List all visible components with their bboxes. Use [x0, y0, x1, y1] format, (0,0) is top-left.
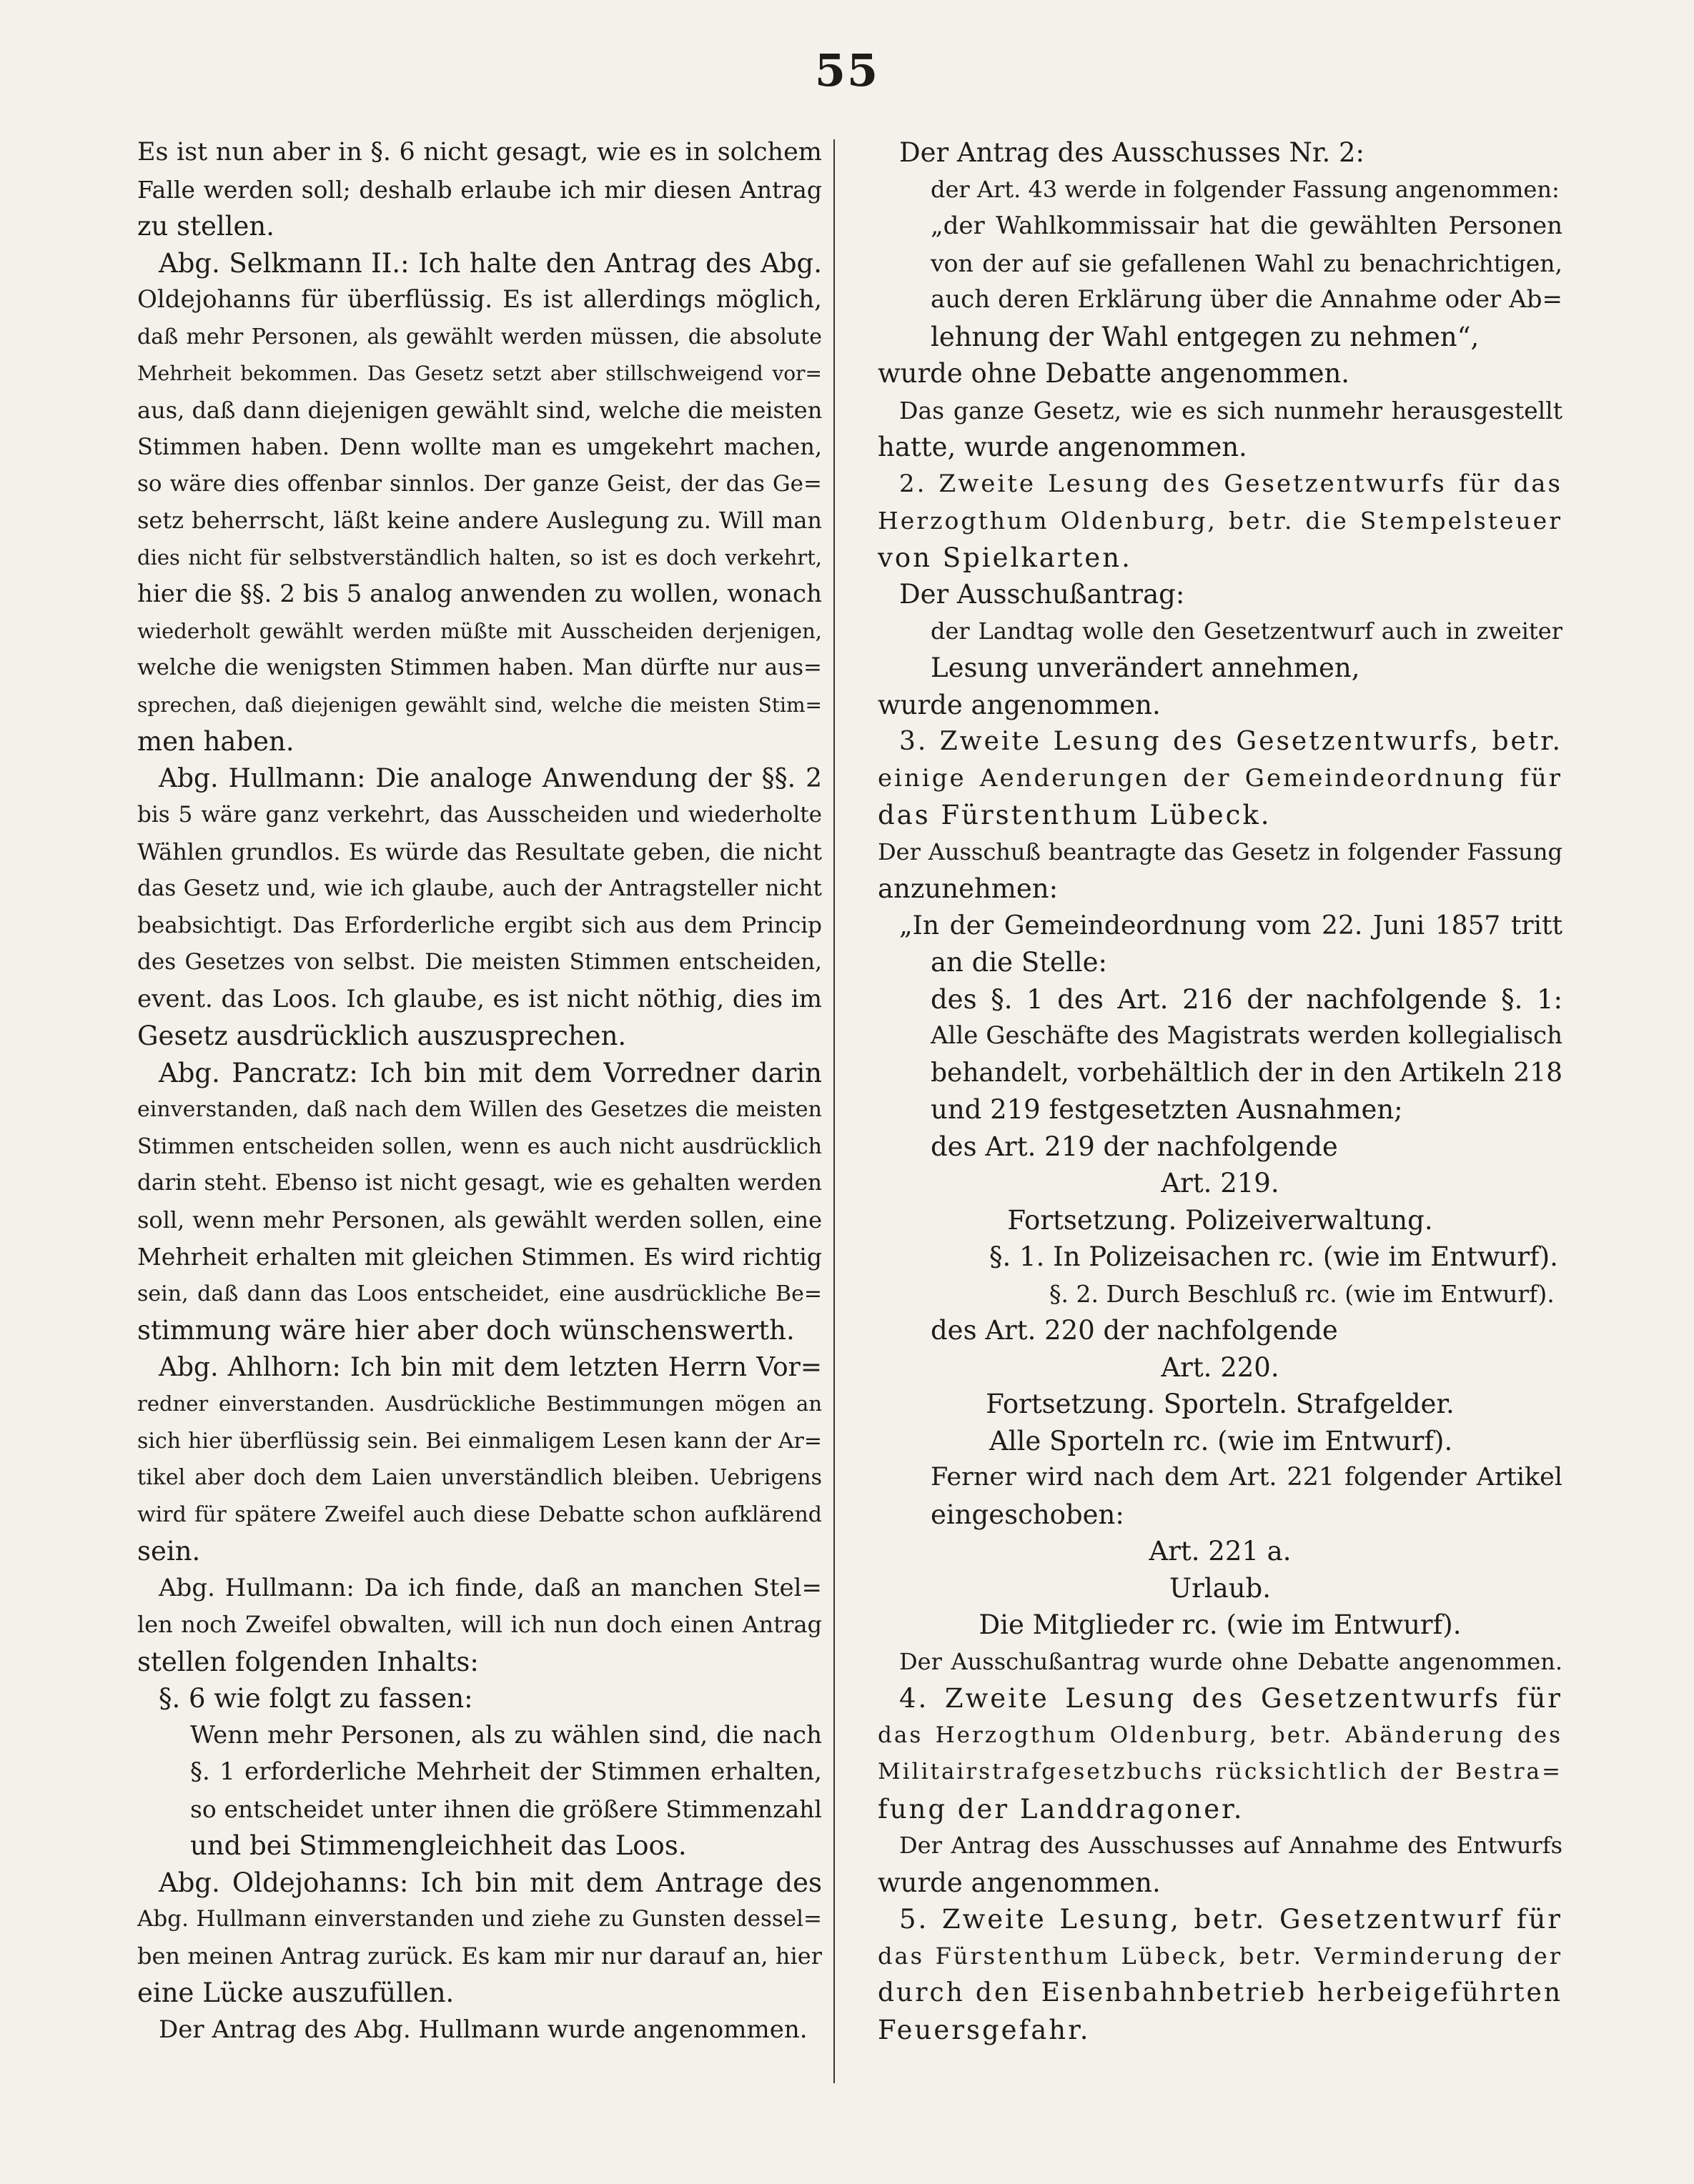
text-line: len noch Zweifel obwalten, will ich nun doch einen Antrag	[137, 1611, 822, 1638]
text-line: des Art. 219 der nachfolgende	[931, 1131, 1338, 1162]
text-line: Der Ausschußantrag:	[899, 579, 1185, 610]
text-line: einverstanden, daß nach dem Willen des Gesetzes die meisten	[137, 1097, 822, 1122]
text-line: sein, daß dann das Loos entscheidet, eine ausdrückliche Be=	[137, 1281, 822, 1306]
section-heading: 4. Zweite Lesung des Gesetzentwurfs für	[899, 1683, 1562, 1714]
text-line: Der Antrag des Ausschusses auf Annahme des Entwurfs	[899, 1832, 1562, 1859]
text-line: „der Wahlkommissair hat die gewählten Personen	[931, 212, 1562, 240]
section-heading: 2. Zweite Lesung des Gesetzentwurfs für das	[899, 469, 1562, 498]
text-line: men haben.	[137, 726, 294, 757]
page-number: 55	[814, 44, 880, 96]
text-line: der Landtag wolle den Gesetzentwurf auch in zweiter	[931, 617, 1562, 645]
speaker-line: Abg. Selkmann II.: Ich halte den Antrag des Abg.	[159, 247, 822, 279]
text-line: ben meinen Antrag zurück. Es kam mir nur darauf an, hier	[137, 1942, 822, 1970]
speaker-line: Abg. Oldejohanns: Ich bin mit dem Antrage des	[159, 1867, 822, 1898]
text-line: Oldejohanns für überflüssig. Es ist allerdings möglich,	[137, 285, 822, 314]
text-line: Der Ausschuß beantragte das Gesetz in folgender Fassung	[878, 838, 1562, 865]
left-column	[137, 134, 822, 2048]
text-line: sein.	[137, 1536, 201, 1567]
text-line: bis 5 wäre ganz verkehrt, das Ausscheiden und wiederholte	[137, 802, 822, 828]
section-heading: 5. Zweite Lesung, betr. Gesetzentwurf für	[899, 1904, 1562, 1935]
article-heading: Art. 219.	[1161, 1168, 1279, 1198]
text-line: das Gesetz und, wie ich glaube, auch der Antragsteller nicht	[137, 875, 822, 901]
text-line: lehnung der Wahl entgegen zu nehmen“,	[931, 321, 1480, 352]
text-line: hier die §§. 2 bis 5 analog anwenden zu wollen, wonach	[137, 580, 822, 608]
text-line: an die Stelle:	[931, 947, 1107, 978]
text-line: anzunehmen:	[878, 873, 1059, 904]
text-line: Mehrheit erhalten mit gleichen Stimmen. Es wird richtig	[137, 1243, 822, 1271]
section-heading: von Spielkarten.	[878, 542, 1132, 573]
right-column	[878, 134, 1562, 2048]
text-line: event. das Loos. Ich glaube, es ist nicht nöthig, dies im	[137, 984, 822, 1013]
text-line: tikel aber doch dem Laien unverständlich bleiben. Uebrigens	[137, 1465, 822, 1490]
text-line: Falle werden soll; deshalb erlaube ich mir diesen Antrag	[137, 175, 822, 204]
text-line: und 219 festgesetzten Ausnahmen;	[931, 1094, 1403, 1125]
section-heading: Feuersgefahr.	[878, 2014, 1091, 2045]
motion-line: §. 1 erforderliche Mehrheit der Stimmen erhalten,	[190, 1757, 822, 1786]
section-heading: das Fürstenthum Lübeck, betr. Verminderung der	[878, 1942, 1562, 1970]
text-line: des §. 1 des Art. 216 der nachfolgende §. 1:	[931, 983, 1562, 1015]
text-line: behandelt, vorbehältlich der in den Artikeln 218	[931, 1058, 1562, 1088]
text-line: Der Ausschußantrag wurde ohne Debatte angenommen.	[899, 1647, 1562, 1675]
article-heading: Art. 221 a.	[1149, 1536, 1292, 1567]
text-line: Lesung unverändert annehmen,	[931, 652, 1360, 683]
text-line: redner einverstanden. Ausdrückliche Bestimmungen mögen an	[137, 1391, 822, 1416]
text-line: wurde ohne Debatte angenommen.	[878, 358, 1350, 389]
section-heading: das Herzogthum Oldenburg, betr. Abänderung des	[878, 1722, 1562, 1748]
text-line: Wählen grundlos. Es würde das Resultate geben, die nicht	[137, 838, 822, 865]
section-heading: durch den Eisenbahnbetrieb herbeigeführten	[878, 1978, 1562, 2007]
text-line: welche die wenigsten Stimmen haben. Man dürfte nur aus=	[137, 655, 822, 680]
article-heading: Art. 220.	[1161, 1351, 1279, 1383]
text-line: sich hier überflüssig sein. Bei einmaligem Lesen kann der Ar=	[137, 1428, 822, 1454]
text-line: Das ganze Gesetz, wie es sich nunmehr herausgestellt	[899, 396, 1562, 425]
article-subheading: Fortsetzung. Sporteln. Strafgelder.	[986, 1389, 1455, 1419]
text-line: des Art. 220 der nachfolgende	[931, 1315, 1338, 1346]
text-line: setz beherrscht, läßt keine andere Auslegung zu. Will man	[137, 507, 822, 534]
text-line: Mehrheit bekommen. Das Gesetz setzt aber stillschweigend vor=	[137, 362, 822, 385]
section-heading: fung der Landdragoner.	[878, 1793, 1244, 1825]
section-heading: einige Aenderungen der Gemeindeordnung für	[878, 763, 1562, 793]
text-line: sprechen, daß diejenigen gewählt sind, welche die meisten Stim=	[137, 693, 822, 717]
text-line: Alle Geschäfte des Magistrats werden kollegialisch	[931, 1021, 1562, 1050]
text-line: §. 2. Durch Beschluß rc. (wie im Entwurf).	[1049, 1279, 1555, 1308]
text-line: stimmung wäre hier aber doch wünschenswerth.	[137, 1315, 795, 1346]
text-line: Der Antrag des Abg. Hullmann wurde angenommen.	[159, 2015, 808, 2044]
text-line: so wäre dies offenbar sinnlos. Der ganze Geist, der das Ge=	[137, 470, 822, 497]
text-line: darin steht. Ebenso ist nicht gesagt, wie es gehalten werden	[137, 1170, 822, 1196]
speaker-line: Abg. Pancratz: Ich bin mit dem Vorredner darin	[159, 1057, 822, 1088]
text-line: Es ist nun aber in §. 6 nicht gesagt, wie es in solchem	[137, 138, 822, 167]
text-line: §. 1. In Polizeisachen rc. (wie im Entwurf).	[989, 1241, 1558, 1272]
text-line: beabsichtigt. Das Erforderliche ergibt sich aus dem Princip	[137, 912, 822, 938]
text-line: stellen folgenden Inhalts:	[137, 1646, 479, 1677]
motion-line: und bei Stimmengleichheit das Loos.	[190, 1830, 687, 1861]
text-line: Stimmen entscheiden sollen, wenn es auch nicht ausdrücklich	[137, 1133, 822, 1159]
text-line: Ferner wird nach dem Art. 221 folgender Artikel	[931, 1463, 1562, 1491]
text-line: Der Antrag des Ausschusses Nr. 2:	[899, 137, 1365, 168]
text-line: von der auf sie gefallenen Wahl zu benachrichtigen,	[931, 249, 1562, 277]
text-line: der Art. 43 werde in folgender Fassung angenommen:	[931, 175, 1560, 203]
text-line: Gesetz ausdrücklich auszusprechen.	[137, 1021, 627, 1051]
article-subheading: Urlaub.	[1169, 1572, 1272, 1604]
text-line: eine Lücke auszufüllen.	[137, 1977, 455, 2008]
text-line: des Gesetzes von selbst. Die meisten Stimmen entscheiden,	[137, 949, 822, 975]
motion-line: §. 6 wie folgt zu fassen:	[159, 1683, 473, 1714]
text-line: wird für spätere Zweifel auch diese Debatte schon aufklärend	[137, 1502, 822, 1527]
section-heading: Herzogthum Oldenburg, betr. die Stempelsteuer	[878, 507, 1562, 535]
text-line: eingeschoben:	[931, 1499, 1124, 1530]
text-line: Stimmen haben. Denn wollte man es umgekehrt machen,	[137, 433, 822, 460]
text-line: wurde angenommen.	[878, 689, 1161, 720]
text-line: soll, wenn mehr Personen, als gewählt werden sollen, eine	[137, 1206, 822, 1234]
speaker-line: Abg. Ahlhorn: Ich bin mit dem letzten Herrn Vor=	[159, 1352, 822, 1382]
section-heading: 3. Zweite Lesung des Gesetzentwurfs, betr.	[899, 727, 1562, 756]
text-line: wiederholt gewählt werden müßte mit Ausscheiden derjenigen,	[137, 618, 822, 643]
motion-line: so entscheidet unter ihnen die größere Stimmenzahl	[190, 1795, 822, 1823]
column-rule	[833, 139, 835, 2083]
text-line: hatte, wurde angenommen.	[878, 432, 1247, 462]
text-line: daß mehr Personen, als gewählt werden müssen, die absolute	[137, 324, 822, 349]
text-line: zu stellen.	[137, 211, 274, 242]
section-heading: Militairstrafgesetzbuchs rücksichtlich der Bestra=	[878, 1759, 1562, 1785]
speaker-line: Abg. Hullmann: Die analoge Anwendung der §§. 2	[159, 763, 822, 793]
section-heading: das Fürstenthum Lübeck.	[878, 800, 1272, 830]
text-line: aus, daß dann diejenigen gewählt sind, welche die meisten	[137, 396, 822, 424]
text-line: Die Mitglieder rc. (wie im Entwurf).	[979, 1609, 1462, 1640]
text-line: „In der Gemeindeordnung vom 22. Juni 1857 tritt	[899, 910, 1562, 940]
text-line: Alle Sporteln rc. (wie im Entwurf).	[989, 1425, 1453, 1456]
text-line: auch deren Erklärung über die Annahme oder Ab=	[931, 285, 1562, 314]
article-subheading: Fortsetzung. Polizeiverwaltung.	[1007, 1204, 1433, 1236]
motion-line: Wenn mehr Personen, als zu wählen sind, die nach	[190, 1720, 822, 1749]
text-line: wurde angenommen.	[878, 1867, 1161, 1898]
text-line: dies nicht für selbstverständlich halten, so ist es doch verkehrt,	[137, 545, 822, 570]
speaker-line: Abg. Hullmann: Da ich finde, daß an manchen Stel=	[159, 1573, 822, 1602]
text-line: Abg. Hullmann einverstanden und ziehe zu Gunsten dessel=	[137, 1906, 822, 1932]
